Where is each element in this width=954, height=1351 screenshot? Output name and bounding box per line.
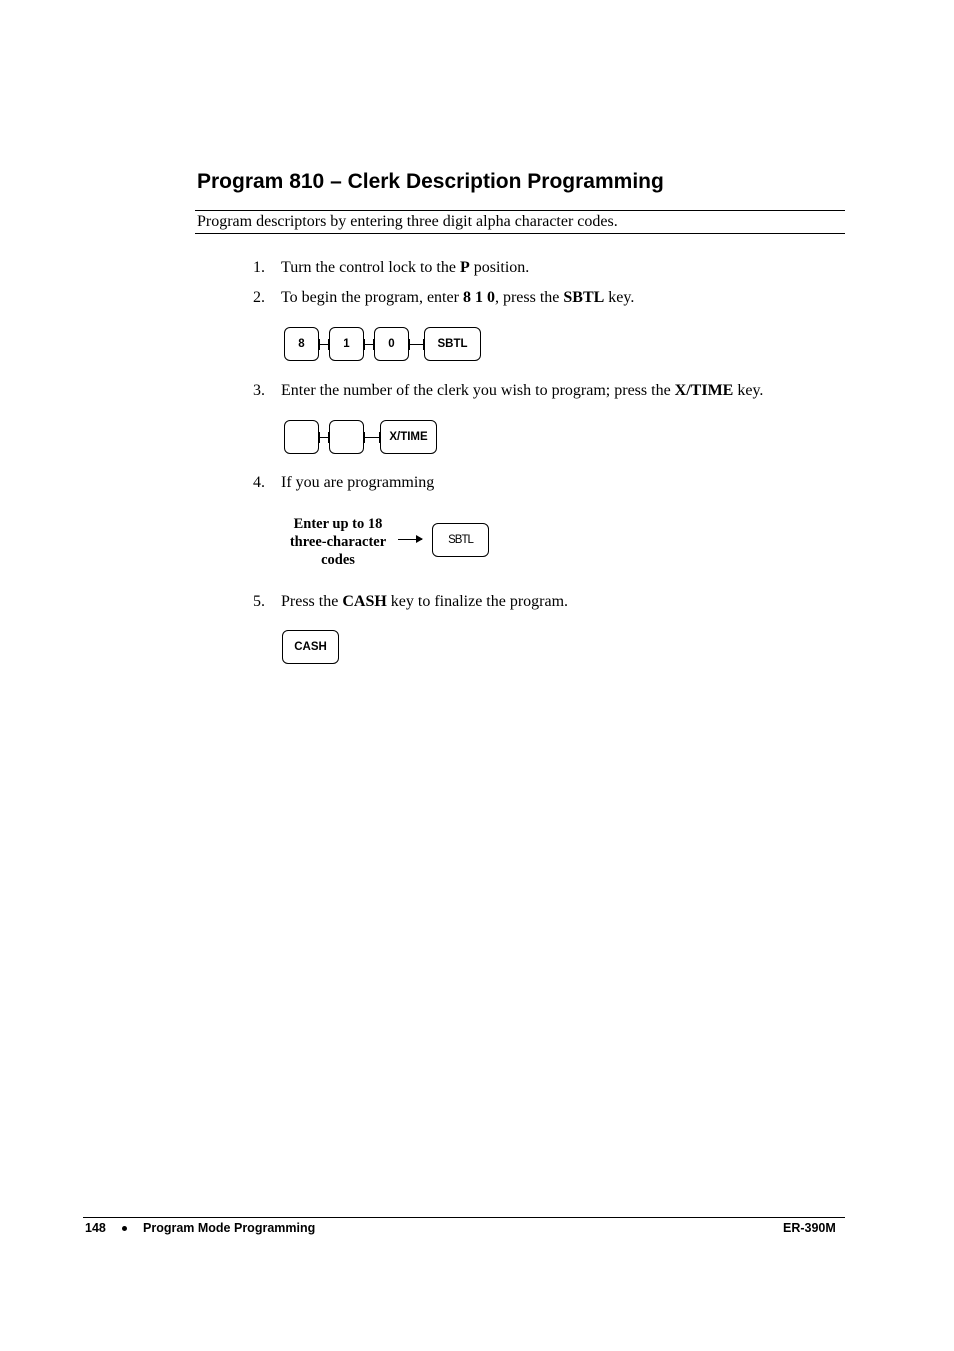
- key-blank: [329, 420, 364, 454]
- step-3: 3. Enter the number of the clerk you wish to program; press the X/TIME key.: [253, 382, 764, 399]
- key-connector: [319, 437, 329, 438]
- page-title: Program 810 – Clerk Description Programming: [197, 170, 664, 193]
- key-x-time: X/TIME: [380, 420, 437, 454]
- step-5: 5. Press the CASH key to finalize the program.: [253, 593, 569, 610]
- enter-codes-label: Enter up to 18 three-character codes: [289, 516, 387, 568]
- intro-text: Program descriptors by entering three digit alpha character codes.: [197, 213, 618, 230]
- footer-rule: [83, 1217, 845, 1218]
- arrow-right-icon: [398, 539, 422, 540]
- key-1: 1: [329, 327, 364, 361]
- key-0: 0: [374, 327, 409, 361]
- page-number: 148: [85, 1221, 106, 1235]
- key-cash: CASH: [282, 630, 339, 664]
- step-2: 2. To begin the program, enter 8 1 0, press the SBTL key.: [253, 289, 635, 306]
- model-name: ER-390M: [783, 1221, 836, 1235]
- key-sbtl: SBTL: [424, 327, 481, 361]
- key-connector: [319, 344, 329, 345]
- step-1: 1. Turn the control lock to the P position.: [253, 259, 530, 276]
- key-sbtl: SBTL: [432, 523, 489, 557]
- step-4: 4. If you are programming: [253, 474, 435, 491]
- key-connector: [364, 344, 374, 345]
- key-8: 8: [284, 327, 319, 361]
- section-name: Program Mode Programming: [143, 1221, 316, 1235]
- bullet-icon: [122, 1226, 127, 1231]
- intro-box: [195, 210, 845, 234]
- key-connector: [409, 344, 424, 345]
- key-connector: [364, 437, 380, 438]
- key-blank: [284, 420, 319, 454]
